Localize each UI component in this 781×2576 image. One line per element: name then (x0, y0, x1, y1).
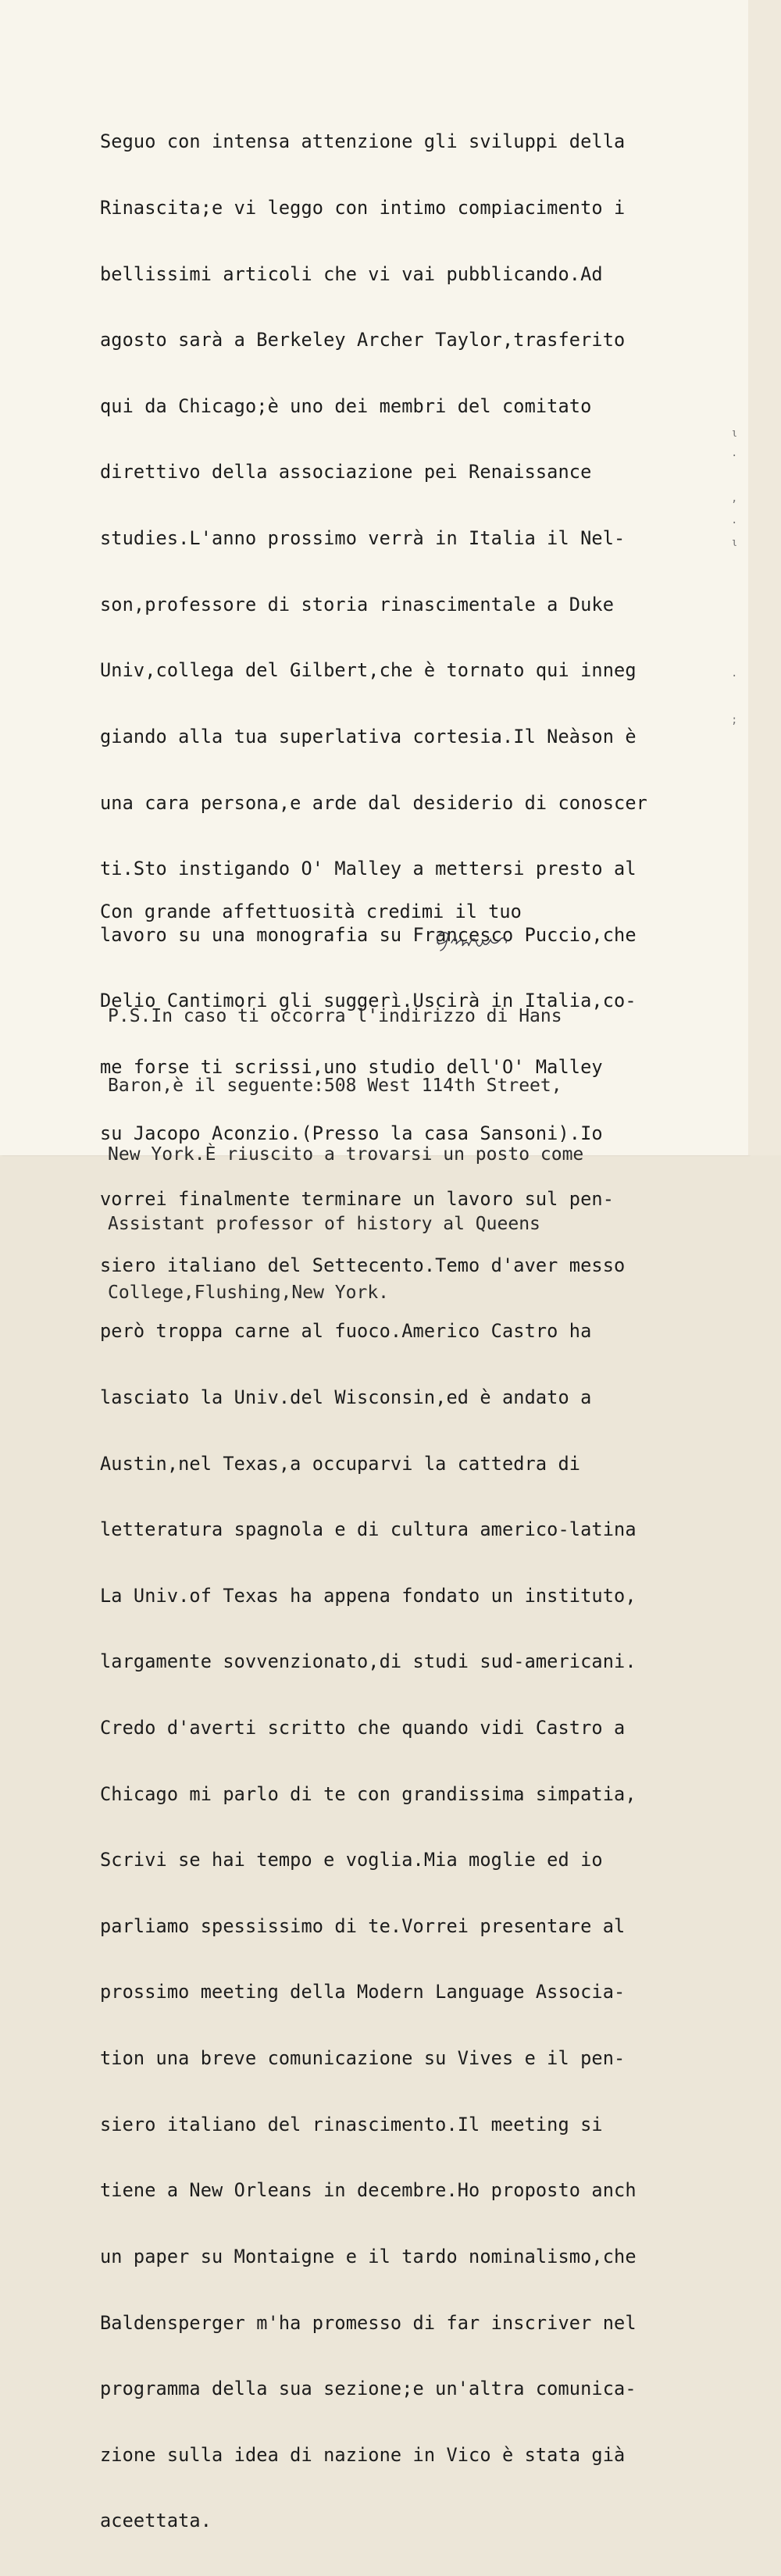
body-line: agosto sarà a Berkeley Archer Taylor,trasferito (100, 329, 626, 351)
body-line: aceettata. (100, 2510, 212, 2532)
body-line: vorrei finalmente terminare un lavoro sul pen- (100, 1188, 615, 1211)
body-line: Rinascita;e vi leggo con intimo compiacimento i (100, 197, 626, 219)
ps-line: Baron,è il seguente:508 West 114th Street, (108, 1075, 562, 1096)
body-line: lasciato la Univ.del Wisconsin,ed è andato a (100, 1386, 592, 1408)
body-line: un paper su Montaigne e il tardo nominalismo,che (100, 2245, 637, 2267)
body-line: Baldensperger m'ha promesso di far inscriver nel (100, 2311, 637, 2334)
body-line: parliamo spessissimo di te.Vorrei presentare al (100, 1914, 626, 1937)
body-line: Chicago mi parlo di te con grandissima simpatia, (100, 1782, 637, 1805)
body-line: prossimo meeting della Modern Language Associa- (100, 1981, 626, 2003)
body-line: letteratura spagnola e di cultura americo-latina (100, 1518, 637, 1541)
margin-mark: . (731, 447, 738, 459)
margin-marks (731, 0, 747, 1155)
body-line: tion una breve comunicazione su Vives e il pen- (100, 2047, 626, 2070)
body-line: su Jacopo Aconzio.(Presso la casa Sansoni).Io (100, 1122, 603, 1144)
body-line: Credo d'averti scritto che quando vidi Castro a (100, 1717, 626, 1739)
postscript (108, 959, 583, 1351)
body-line: largamente sovvenzionato,di studi sud-americani. (100, 1650, 637, 1673)
margin-mark: . (731, 514, 738, 526)
body-line: me forse ti scrissi,uno studio dell'O' Malley (100, 1055, 603, 1078)
margin-mark: ; (731, 714, 738, 726)
ps-line: College,Flushing,New York. (108, 1283, 390, 1303)
body-line: siero italiano del Settecento.Temo d'aver messo (100, 1254, 626, 1276)
ps-line: New York.È riuscito a trovarsi un posto come (108, 1144, 584, 1165)
body-line: Austin,nel Texas,a occuparvi la cattedra di (100, 1452, 581, 1475)
body-line: zione sulla idea di nazione in Vico è stata già (100, 2443, 626, 2466)
body-line: tiene a New Orleans in decembre.Ho proposto anch (100, 2179, 637, 2202)
body-line: qui da Chicago;è uno dei membri del comitato (100, 394, 592, 417)
margin-mark: , (731, 492, 738, 505)
body-line: La Univ.of Texas ha appena fondato un instituto, (100, 1584, 637, 1607)
body-line: lavoro su una monografia su Francesco Puccio,che (100, 923, 637, 946)
body-line: giando alla tua superlativa cortesia.Il Neàson è (100, 725, 637, 747)
body-line: ti.Sto instigando O' Malley a mettersi presto al (100, 858, 637, 880)
margin-mark: . (731, 667, 738, 680)
ps-line: Assistant professor of history al Queens (108, 1213, 540, 1234)
body-line: direttivo della associazione pei Renaissance (100, 461, 592, 483)
handwritten-signature (428, 926, 545, 957)
body-line: Delio Cantimori gli suggerì.Uscirà in Italia,co- (100, 990, 637, 1012)
body-line: studies.L'anno prossimo verrà in Italia il Nel- (100, 527, 626, 550)
margin-mark: ι (731, 427, 738, 440)
margin-mark: ι (731, 537, 738, 549)
ps-line: P.S.In caso ti occorra l'indirizzo di Hans (108, 1006, 562, 1026)
body-line: programma della sua sezione;e un'altra comunica- (100, 2378, 637, 2400)
closing-line: Con grande affettuosità credimi il tuo (100, 901, 522, 922)
page-edge (748, 0, 781, 1155)
body-line: però troppa carne al fuoco.Americo Castro ha (100, 1320, 592, 1343)
body-line: Scrivi se hai tempo e voglia.Mia moglie ed io (100, 1849, 603, 1871)
body-line: una cara persona,e arde dal desiderio di conoscer (100, 791, 647, 814)
body-line: son,professore di storia rinascimentale a Duke (100, 593, 615, 615)
body-line: bellissimi articoli che vi vai pubblicando.Ad (100, 262, 603, 285)
body-line: Univ,collega del Gilbert,che è tornato qui inneg (100, 659, 637, 682)
body-line: siero italiano del rinascimento.Il meeting si (100, 2113, 603, 2135)
body-line: Seguo con intensa attenzione gli sviluppi della (100, 130, 626, 153)
